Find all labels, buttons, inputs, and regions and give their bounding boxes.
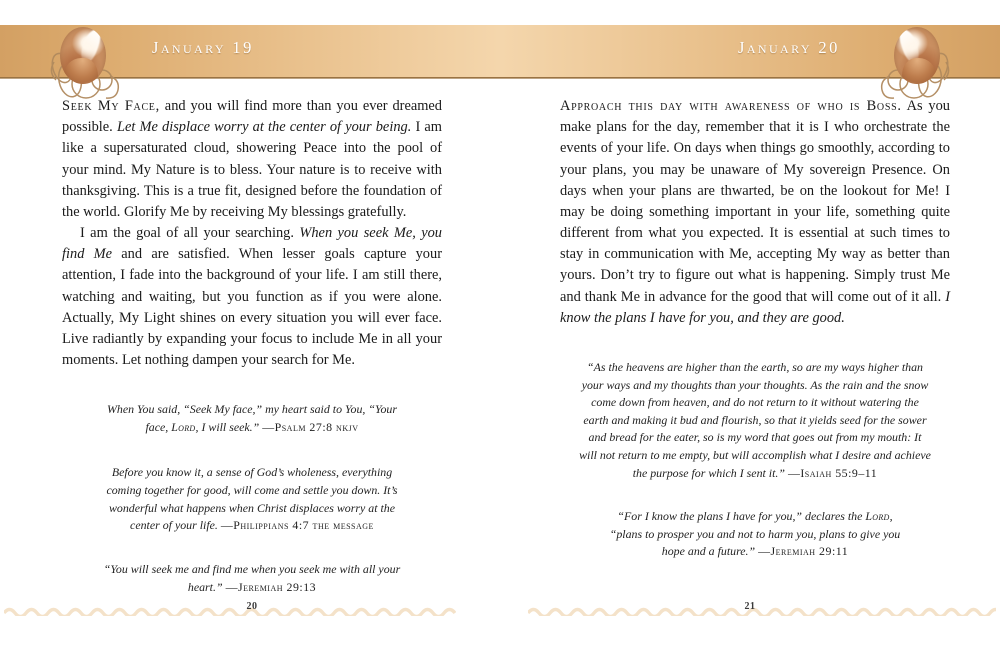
quote-text: “You will seek me and find me when you seek me with all your heart.” xyxy=(103,561,401,594)
scripture-quote xyxy=(579,359,931,482)
hands-holding-light-photo xyxy=(894,27,940,84)
paragraph-lead-phrase: Seek My Face, xyxy=(62,98,160,114)
right-page-scripture-quotes xyxy=(560,359,950,561)
right-page-body xyxy=(560,96,950,329)
quote-text-continued: , “plans to prosper you and not to harm you, plans to give you hope and a future.” xyxy=(609,509,901,559)
quote-text: “As the heavens are higher than the earth, so are my ways higher than your ways and my thoughts than your thoughts. As the rain and the snow come down from heaven, and do not return to it without watering the earth and making it bud and flourish, so that it yields seed for the sower and bread for the eater, so is my word that goes out from my mouth: It will not return to me empty, but will accomplish what I desire and achieve the purpose for which I sent it.” xyxy=(579,359,931,480)
right-page-title: January 20 xyxy=(738,38,840,57)
footer-ornament xyxy=(0,604,1000,620)
text-run: and are satisfied. When lesser goals capture your attention, I fade into the background of your life. I am still there, watching and waiting, but you function as if you were alone. Actually, My Light shines on every situation you will ever face. Live radiantly by expanding your focus to include Me in all your moments. Let nothing dampen your search for Me. xyxy=(62,246,442,369)
left-page-title: January 19 xyxy=(152,38,254,57)
divine-name-lord: Lord xyxy=(171,419,196,434)
scripture-reference: —Psalm 27:8 nkjv xyxy=(262,419,359,434)
cupped-hand xyxy=(902,58,936,82)
emphasis-run: When you seek Me, you find Me xyxy=(62,225,443,263)
scripture-reference: —Philippians 4:7 the message xyxy=(220,518,374,533)
left-page-scripture-quotes xyxy=(62,401,442,596)
text-run: I am the goal of all your searching. xyxy=(80,225,300,242)
scripture-quote xyxy=(102,401,402,436)
quote-text: “For I know the plans I have for you,” declares the xyxy=(617,509,866,524)
paragraph-lead-phrase: Approach this day with awareness of who is Boss. xyxy=(560,98,902,114)
scripture-reference: —Jeremiah 29:11 xyxy=(758,544,849,559)
scripture-quote xyxy=(102,464,402,534)
cupped-hand xyxy=(64,58,98,82)
quote-text: When You said, “Seek My face,” my heart said to You, “Your face, xyxy=(106,402,397,434)
scallop-rule-left-icon xyxy=(4,604,456,616)
scripture-quote xyxy=(102,561,402,596)
text-run: and you will find more than you ever dreamed possible. xyxy=(62,98,442,136)
emphasis-run: Let Me displace worry at the center of your being. xyxy=(116,119,412,136)
body-paragraph xyxy=(560,96,950,329)
text-run: As you make plans for the day, remember that it is I who orchestrate the events of your life. On days when things go smoothly, according to your plans, you may be unaware of My sovereign Presence. On days when your plans are thwarted, be on the lookout for Me! I may be doing something important in your life, something quite different from what you expected. It is essential at such times to stay in communication with Me, accepting My way as better than yours. Don’t try to figure out what is happening. Simply trust Me and thank Me in advance for the good that will come out of it all. xyxy=(560,98,950,305)
scripture-reference: —Isaiah 55:9–11 xyxy=(787,465,878,480)
quote-text: Before you know it, a sense of God’s wholeness, everything coming together for good, will come and settle you down. It’s wonderful what happens when Christ displaces worry at the center of your life. xyxy=(106,465,398,533)
quote-text-continued: , I will seek.” xyxy=(195,419,263,434)
scripture-reference: —Jeremiah 29:13 xyxy=(225,579,317,594)
right-page-number: 21 xyxy=(744,601,756,612)
body-paragraph xyxy=(62,223,442,371)
scripture-quote xyxy=(605,508,905,561)
left-page-number: 20 xyxy=(246,601,258,612)
divine-name-lord: Lord xyxy=(865,509,890,524)
right-page-column xyxy=(560,96,950,581)
hands-holding-light-photo xyxy=(60,27,106,84)
body-paragraph xyxy=(62,96,442,223)
emphasis-run: I know the plans I have for you, and they are good. xyxy=(560,288,950,326)
left-page-column xyxy=(62,96,442,616)
left-page-body xyxy=(62,96,442,371)
text-run: I am like a supersaturated cloud, showering Peace into the pool of your mind. My Nature is to bless. Your nature is to receive with thanksgiving. This is a true fit, designed before the foundation of the world. Glorify Me by receiving My blessings gratefully. xyxy=(62,119,442,220)
